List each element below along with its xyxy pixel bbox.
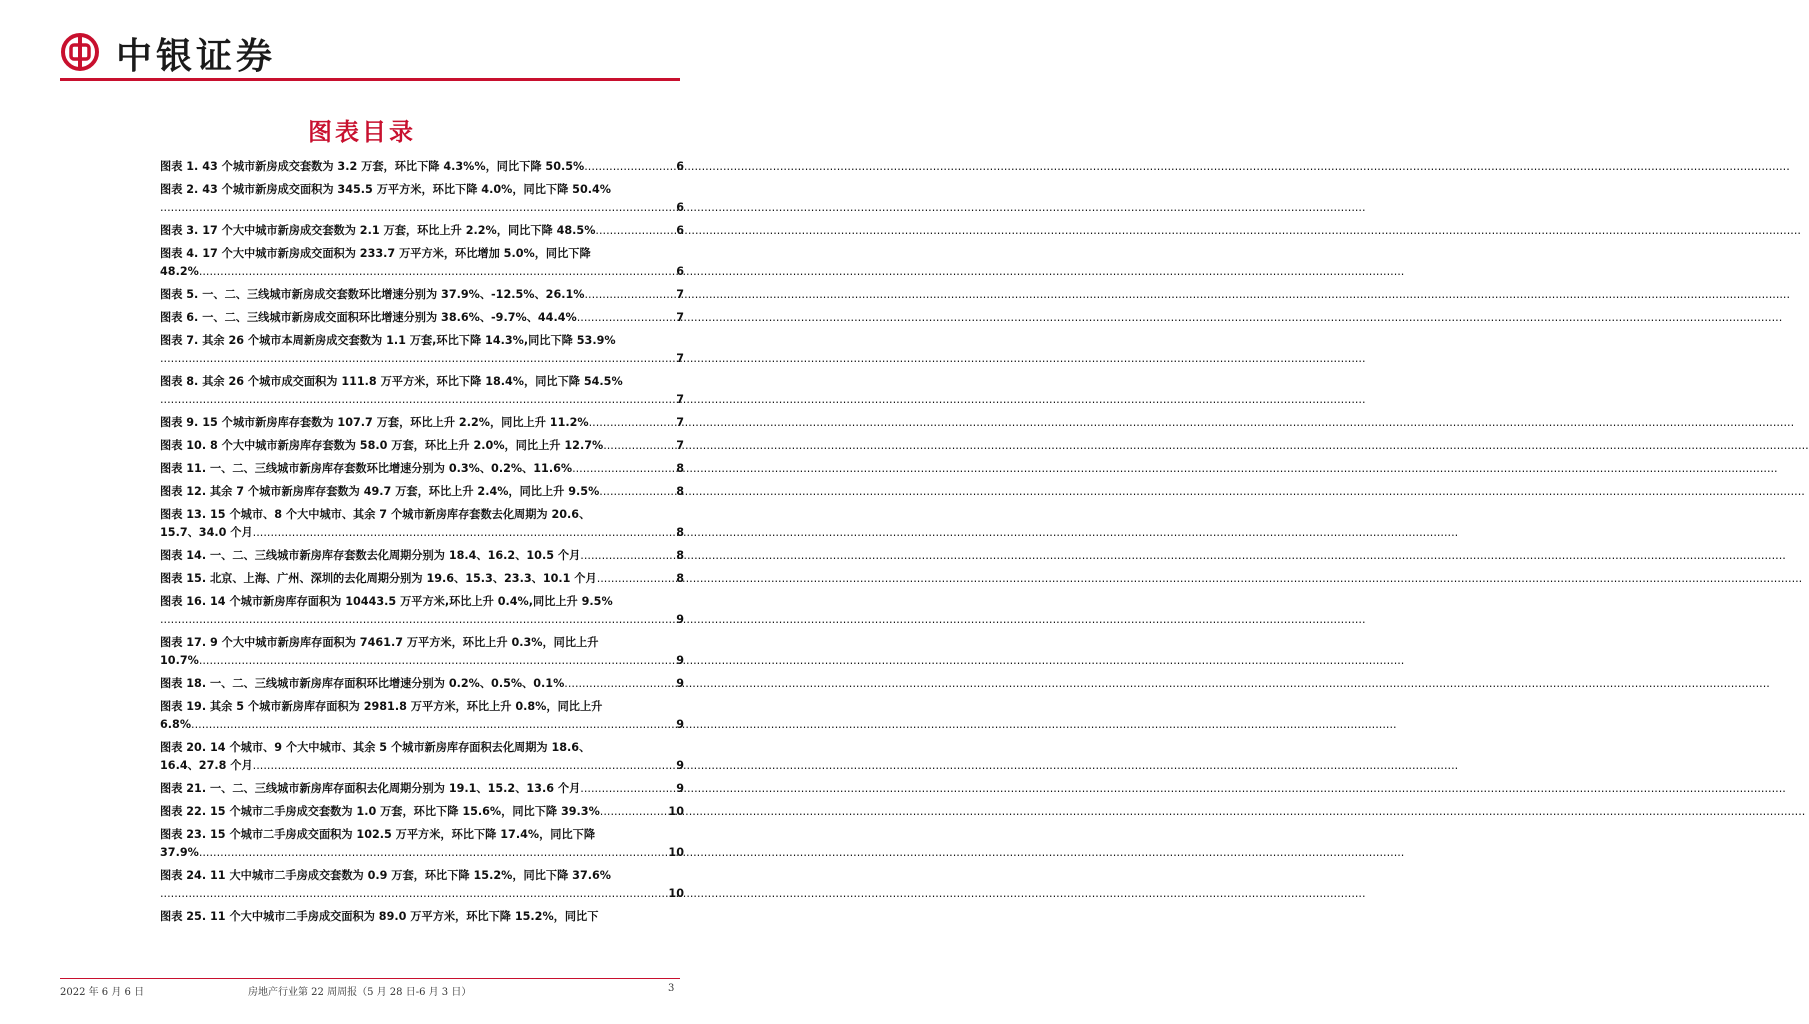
bank-of-china-logo-icon [60, 32, 100, 72]
toc-entry-text: 图表 12. 其余 7 个城市新房库存套数为 49.7 万套，环比上升 2.4%，同比上升 9.5% [160, 485, 600, 498]
toc-entry-text: 图表 9. 15 个城市新房库存套数为 107.7 万套，环比上升 2.2%，同比上升 11.2% [160, 416, 589, 429]
toc-page-number: 8 [676, 572, 684, 585]
toc-page-number: 7 [676, 352, 684, 365]
table-of-figures [160, 158, 684, 931]
toc-page-number: 9 [676, 718, 684, 731]
footer-date: 2022 年 6 月 6 日 [60, 987, 145, 998]
toc-entry-text: 48.2% [160, 265, 199, 278]
toc-page-number: 7 [676, 416, 684, 429]
toc-entry[interactable] [160, 698, 684, 734]
toc-leader-dots [597, 570, 677, 588]
toc-leader-dots [160, 885, 668, 903]
toc-entry-text: 15.7、34.0 个月 [160, 526, 253, 539]
toc-page-number: 9 [676, 782, 684, 795]
toc-entry-text: 图表 23. 15 个城市二手房成交面积为 102.5 万平方米，环比下降 17.4%，同比下降 [160, 828, 596, 841]
toc-leader-dots [580, 547, 676, 565]
toc-entry-text: 图表 3. 17 个大中城市新房成交套数为 2.1 万套，环比上升 2.2%，同比下降 48.5% [160, 224, 596, 237]
toc-page-number: 6 [676, 201, 684, 214]
toc-entry[interactable] [160, 803, 684, 821]
toc-entry-text: 图表 18. 一、二、三线城市新房库存面积环比增速分别为 0.2%、0.5%、0.1% [160, 677, 565, 690]
toc-leader-dots [603, 437, 676, 455]
toc-page-number: 7 [676, 439, 684, 452]
toc-leader-dots [191, 716, 676, 734]
toc-entry-text: 图表 14. 一、二、三线城市新房库存套数去化周期分别为 18.4、16.2、10.5 个月 [160, 549, 581, 562]
toc-entry-text: 图表 5. 一、二、三线城市新房成交套数环比增速分别为 37.9%、-12.5%、26.1% [160, 288, 585, 301]
toc-page-number: 8 [676, 526, 684, 539]
toc-entry[interactable] [160, 780, 684, 798]
toc-leader-dots [160, 611, 676, 629]
toc-entry-text: 图表 10. 8 个大中城市新房库存套数为 58.0 万套，环比上升 2.0%，同比上升 12.7% [160, 439, 604, 452]
toc-entry[interactable] [160, 332, 684, 368]
toc-page-number: 9 [676, 677, 684, 690]
toc-entry[interactable] [160, 460, 684, 478]
toc-leader-dots [199, 844, 669, 862]
toc-entry[interactable] [160, 570, 684, 588]
toc-page-number: 9 [676, 654, 684, 667]
toc-page-number: 6 [676, 265, 684, 278]
footer-page-number: 3 [668, 983, 675, 994]
toc-entry[interactable] [160, 826, 684, 862]
toc-leader-dots [199, 263, 676, 281]
toc-entry[interactable] [160, 739, 684, 775]
toc-leader-dots [599, 483, 676, 501]
toc-entry-text: 图表 4. 17 个大中城市新房成交面积为 233.7 万平方米，环比增加 5.0%，同比下降 [160, 247, 591, 260]
toc-entry-text: 图表 13. 15 个城市、8 个大中城市、其余 7 个城市新房库存套数去化周期为 20.6、 [160, 508, 591, 521]
report-header [0, 0, 724, 82]
toc-entry[interactable] [160, 908, 684, 926]
toc-leader-dots [160, 199, 676, 217]
toc-page-number: 8 [676, 485, 684, 498]
toc-page-number: 9 [676, 613, 684, 626]
toc-entry[interactable] [160, 437, 684, 455]
toc-entry[interactable] [160, 245, 684, 281]
toc-entry-text: 图表 17. 9 个大中城市新房库存面积为 7461.7 万平方米，环比上升 0.3%，同比上升 [160, 636, 599, 649]
toc-page-number: 9 [676, 759, 684, 772]
toc-leader-dots [253, 757, 677, 775]
toc-entry-text: 37.9% [160, 846, 199, 859]
toc-entry-text: 图表 16. 14 个城市新房库存面积为 10443.5 万平方米,环比上升 0.4%,同比上升 9.5% [160, 595, 613, 608]
toc-leader-dots [160, 391, 676, 409]
brand-name: 中银证券 [116, 35, 277, 77]
toc-entry-text: 图表 19. 其余 5 个城市新房库存面积为 2981.8 万平方米，环比上升 0.8%，同比上升 [160, 700, 603, 713]
toc-entry-text: 图表 22. 15 个城市二手房成交套数为 1.0 万套，环比下降 15.6%，同比下降 39.3% [160, 805, 600, 818]
toc-entry[interactable] [160, 158, 684, 176]
toc-leader-dots [595, 222, 676, 240]
toc-entry-text: 16.4、27.8 个月 [160, 759, 253, 772]
page-title: 图表目录 [308, 118, 416, 146]
toc-entry-text: 6.8% [160, 718, 192, 731]
toc-page-number: 8 [676, 462, 684, 475]
toc-entry-text: 图表 20. 14 个城市、9 个大中城市、其余 5 个城市新房库存面积去化周期为 18.6、 [160, 741, 591, 754]
toc-entry[interactable] [160, 506, 684, 542]
toc-entry[interactable] [160, 373, 684, 409]
toc-page-number: 8 [676, 549, 684, 562]
footer-divider [60, 978, 680, 979]
toc-entry[interactable] [160, 593, 684, 629]
toc-entry-text: 10.7% [160, 654, 199, 667]
toc-entry-text: 图表 6. 一、二、三线城市新房成交面积环比增速分别为 38.6%、-9.7%、44.4% [160, 311, 577, 324]
toc-entry-text: 图表 2. 43 个城市新房成交面积为 345.5 万平方米，环比下降 4.0%，同比下降 50.4% [160, 183, 611, 196]
toc-page-number: 10 [668, 846, 684, 859]
toc-entry-text: 图表 8. 其余 26 个城市成交面积为 111.8 万平方米，环比下降 18.4%，同比下降 54.5% [160, 375, 623, 388]
toc-entry[interactable] [160, 181, 684, 217]
footer-report-title: 房地产行业第 22 周周报（5 月 28 日-6 月 3 日） [248, 987, 472, 998]
toc-leader-dots [572, 460, 676, 478]
header-divider [60, 78, 680, 81]
toc-entry-text: 图表 24. 11 大中城市二手房成交套数为 0.9 万套，环比下降 15.2%，同比下降 37.6% [160, 869, 611, 882]
toc-page-number: 7 [676, 288, 684, 301]
toc-page-number: 7 [676, 311, 684, 324]
toc-entry[interactable] [160, 414, 684, 432]
toc-leader-dots [580, 780, 676, 798]
toc-entry-text: 图表 1. 43 个城市新房成交套数为 3.2 万套，环比下降 4.3%%，同比下降 50.5% [160, 160, 585, 173]
toc-leader-dots [585, 286, 677, 304]
toc-entry[interactable] [160, 634, 684, 670]
toc-page-number: 10 [668, 805, 684, 818]
toc-entry-text: 图表 7. 其余 26 个城市本周新房成交套数为 1.1 万套,环比下降 14.3%,同比下降 53.9% [160, 334, 616, 347]
toc-entry-text: 图表 25. 11 个大中城市二手房成交面积为 89.0 万平方米，环比下降 15.2%，同比下 [160, 910, 599, 923]
toc-leader-dots [589, 414, 677, 432]
toc-entry-text: 图表 21. 一、二、三线城市新房库存面积去化周期分别为 19.1、15.2、13.6 个月 [160, 782, 581, 795]
toc-page-number: 10 [668, 887, 684, 900]
toc-entry[interactable] [160, 547, 684, 565]
toc-leader-dots [564, 675, 676, 693]
toc-entry[interactable] [160, 483, 684, 501]
toc-leader-dots [584, 158, 676, 176]
toc-leader-dots [577, 309, 677, 327]
toc-leader-dots [199, 652, 676, 670]
toc-entry[interactable] [160, 222, 684, 240]
toc-leader-dots [600, 803, 669, 821]
toc-leader-dots [253, 524, 677, 542]
toc-page-number: 6 [676, 160, 684, 173]
toc-entry[interactable] [160, 675, 684, 693]
toc-entry[interactable] [160, 286, 684, 304]
toc-entry[interactable] [160, 309, 684, 327]
toc-page-number: 6 [676, 224, 684, 237]
toc-entry-text: 图表 15. 北京、上海、广州、深圳的去化周期分别为 19.6、15.3、23.3、10.1 个月 [160, 572, 597, 585]
toc-leader-dots [160, 350, 676, 368]
toc-entry-text: 图表 11. 一、二、三线城市新房库存套数环比增速分别为 0.3%、0.2%、11.6% [160, 462, 573, 475]
toc-entry[interactable] [160, 867, 684, 903]
toc-page-number: 7 [676, 393, 684, 406]
